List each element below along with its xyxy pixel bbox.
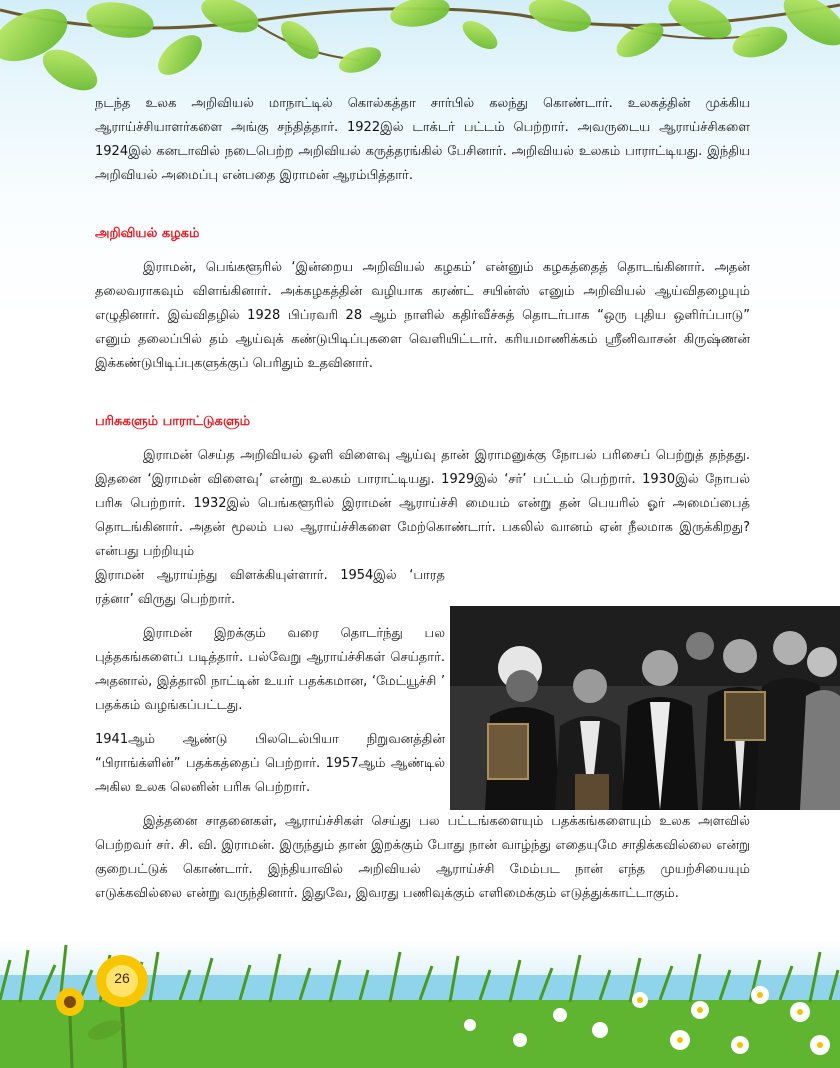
nobel-ceremony-photo: [450, 606, 840, 810]
meadow-decoration: [0, 940, 840, 1068]
paragraph-awards-4: இத்தனை சாதனைகள், ஆராய்ச்சிகள் செய்து பல பட்டங்களையும் பதக்கங்களையும் உலக அளவில் பெற்றவர் சர். சி. வி. இராமன். இருந்தும் தான் இறக்கும் போது நான் வாழ்ந்து எதையுமே சாதிக்கவில்லை என்று குறைபட்டுக் கொண்டார். இந்தியாவில் அறிவியல் ஆராய்ச்சி மேம்பட நான் எந்த முயற்சியையும் எடுக்கவில்லை என்று வருந்தினார். இதுவே, இவரது பணிவுக்கும் எளிமைக்கும் எடுத்துக்காட்டாகும்.: [95, 814, 750, 901]
paragraph-science-academy: இராமன், பெங்களூரில் ‘இன்றைய அறிவியல் கழகம்’ என்னும் கழகத்தைத் தொடங்கினார். அதன் தலைவராகவும் விளங்கினார். அக்கழகத்தின் வழியாக கரண்ட் சயின்ஸ் எனும் அறிவியல் ஆய்விதழையும் எழுதினார். இவ்விதழில் 1928 பிப்ரவரி 28 ஆம் நாளில் கதிர்வீச்சுத் தொடர்பாக “ஒரு புதிய ஒளிர்ப்பாடு” எனும் தலைப்பில் தம் ஆய்வுக் கண்டுபிடிப்புகளை வெளியிட்டார். கரியமாணிக்கம் ஸ்ரீனிவாசன் கிருஷ்ணன் இக்கண்டுபிடிப்புகளுக்குப் பெரிதும் உதவினார்.: [95, 260, 750, 371]
heading-awards: பரிசுகளும் பாராட்டுகளும்: [95, 414, 251, 429]
page-number: 26: [114, 970, 130, 986]
paragraph-awards-1: இராமன் செய்த அறிவியல் ஒளி விளைவு ஆய்வு தான் இராமனுக்கு நோபல் பரிசைப் பெற்றுத் தந்தது. இதனை ‘இராமன் விளைவு’ என்று உலகம் பாராட்டியது. 1929இல் ‘சர்’ பட்டம் பெற்றார். 1930இல் நோபல் பரிசு பெற்றார். 1932இல் பெங்களூரில் இராமன் ஆராய்ச்சி மையம் என்று தன் பெயரில் ஓர் அமைப்பைத் தொடங்கினார். அதன் மூலம் பல ஆராய்ச்சிகளை மேற்கொண்டார். பகலில் வானம் ஏன் நீலமாக இருக்கிறது? என்பது பற்றியும்: [95, 448, 750, 559]
paragraph-intro: நடந்த உலக அறிவியல் மாநாட்டில் கொல்கத்தா சார்பில் கலந்து கொண்டார். உலகத்தின் முக்கிய ஆராய்ச்சியாளர்களை அங்கு சந்தித்தார். 1922இல் டாக்டர் பட்டம் பெற்றார். அவருடைய ஆராய்ச்சிகளை 1924இல் கனடாவில் நடைபெற்ற அறிவியல் கருத்தரங்கில் பேசினார். அறிவியல் உலகம் பாராட்டியது. இந்திய அறிவியல் அமைப்பு என்பதை இராமன் ஆரம்பித்தார்.: [95, 96, 750, 183]
paragraph-awards-3: 1941ஆம் ஆண்டு பிலடெல்பியா நிறுவனத்தின் “பிராங்க்ளின்” பதக்கத்தைப் பெற்றார். 1957ஆம் ஆண்டில் அகில உலக லெனின் பரிசு பெற்றார்.: [95, 732, 445, 795]
photo-illustration: [450, 606, 840, 810]
left-column: [95, 564, 445, 800]
heading-science-academy: அறிவியல் கழகம்: [95, 226, 200, 241]
paragraph-awards-1-cont: இராமன் ஆராய்ந்து விளக்கியுள்ளார். 1954இல் ‘பாரத ரத்னா’ விருது பெற்றார்.: [95, 568, 445, 607]
paragraph-awards-2: இராமன் இறக்கும் வரை தொடர்ந்து பல புத்தகங்களைப் படித்தார். பல்வேறு ஆராய்ச்சிகள் செய்தார். அதனால், இத்தாலி நாட்டின் உயர் பதக்கமான, ‘மேட்யூச்சி ’ பதக்கம் வழங்கப்பட்டது.: [95, 626, 445, 713]
